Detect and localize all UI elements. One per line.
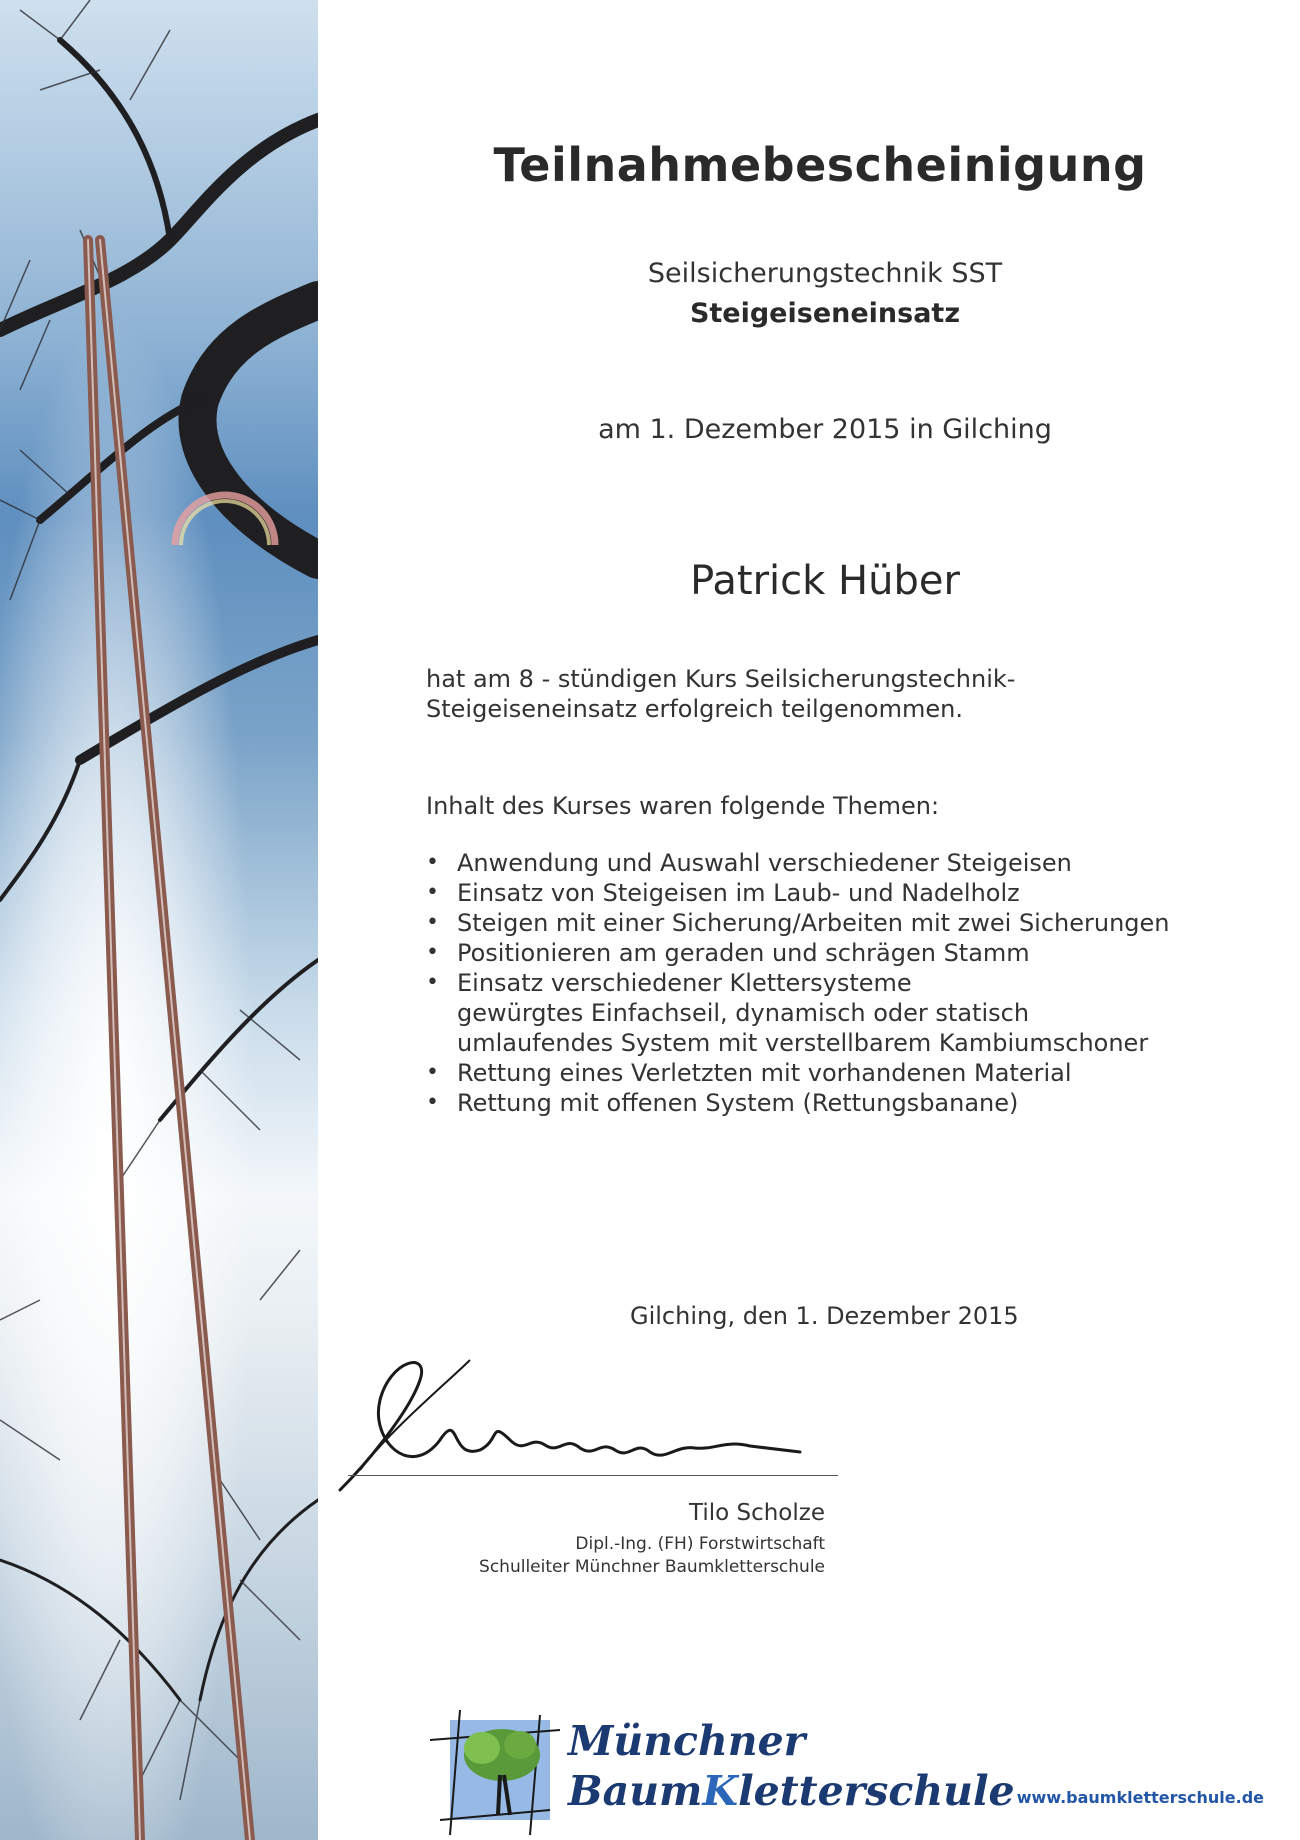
topic-item xyxy=(426,878,1226,908)
topic-continuation: gewürgtes Einfachseil, dynamisch oder statisch xyxy=(457,999,1030,1027)
place-date: Gilching, den 1. Dezember 2015 xyxy=(630,1302,1019,1330)
logo-letter-k: K xyxy=(702,1767,739,1815)
topic-text: Rettung eines Verletzten mit vorhandenen Material xyxy=(457,1059,1072,1087)
website-link[interactable]: www.baumkletterschule.de xyxy=(1016,1788,1264,1807)
signer-title: Dipl.-Ing. (FH) Forstwirtschaft xyxy=(575,1534,825,1554)
signer-name: Tilo Scholze xyxy=(688,1500,825,1526)
course-date-location: am 1. Dezember 2015 in Gilching xyxy=(598,414,1052,445)
logo-word-letterschule: letterschule xyxy=(738,1767,1015,1815)
logo-line1: Münchner xyxy=(568,1717,806,1765)
topic-item xyxy=(426,908,1226,938)
topic-text: Einsatz von Steigeisen im Laub- und Nadelholz xyxy=(457,879,1020,907)
participant-name: Patrick Hüber xyxy=(690,558,960,604)
topic-item xyxy=(426,1088,1226,1118)
topic-item xyxy=(426,1058,1226,1088)
certificate-title: Teilnahmebescheinigung xyxy=(493,138,1147,192)
topic-text: Rettung mit offenen System (Rettungsbanane) xyxy=(457,1089,1019,1117)
photo-illustration xyxy=(0,0,318,1840)
completion-statement xyxy=(426,664,1226,724)
logo-line2 xyxy=(568,1766,1015,1816)
topics-intro: Inhalt des Kurses waren folgende Themen: xyxy=(426,792,940,820)
topic-text: Positionieren am geraden und schrägen Stamm xyxy=(457,939,1030,967)
tree-rope-photo xyxy=(0,0,318,1840)
topic-continuation: umlaufendes System mit verstellbarem Kambiumschoner xyxy=(457,1029,1149,1057)
topic-item xyxy=(426,848,1226,878)
topic-text: Einsatz verschiedener Klettersysteme xyxy=(457,969,912,997)
topics-list xyxy=(426,848,1226,1118)
topic-text: Anwendung und Auswahl verschiedener Steigeisen xyxy=(457,849,1072,877)
school-logo-text xyxy=(568,1716,1015,1816)
signer-role: Schulleiter Münchner Baumkletterschule xyxy=(479,1557,825,1577)
topic-item xyxy=(426,938,1226,968)
school-logo-icon xyxy=(420,1700,570,1840)
logo-word-baum: Baum xyxy=(568,1767,703,1815)
course-name: Seilsicherungstechnik SST xyxy=(647,258,1003,289)
statement-line: Steigeiseneinsatz erfolgreich teilgenommen. xyxy=(426,695,963,723)
signature-line xyxy=(348,1475,838,1476)
statement-line: hat am 8 - stündigen Kurs Seilsicherungstechnik- xyxy=(426,665,1016,693)
topic-item xyxy=(426,968,1226,998)
signature xyxy=(330,1340,850,1500)
course-subtitle: Steigeiseneinsatz xyxy=(689,298,961,329)
topic-text: Steigen mit einer Sicherung/Arbeiten mit zwei Sicherungen xyxy=(457,909,1170,937)
